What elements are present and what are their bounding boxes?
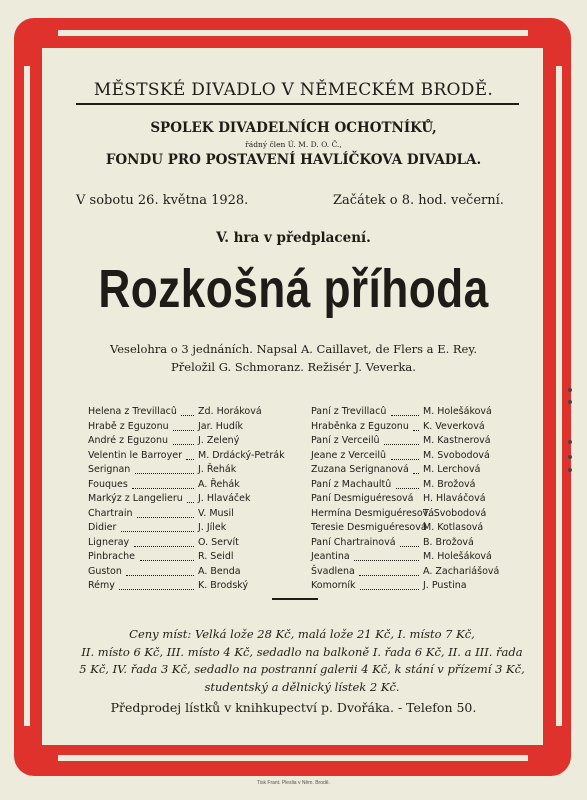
role-name: Markýz z Langelieru — [88, 493, 183, 504]
cast-row — [88, 521, 288, 536]
actor-name: M. Lerchová — [423, 464, 481, 475]
actor-name: V. Musil — [198, 507, 234, 519]
theatre-header: MĚSTSKÉ DIVADLO V NĚMECKÉM BRODĚ. — [93, 80, 494, 100]
actor-name: K. Veverková — [423, 420, 485, 432]
role-name: Paní z Machaultû — [311, 478, 392, 490]
dot-leader — [396, 488, 419, 489]
punch-hole — [568, 388, 572, 392]
actor-name: R. Seidl — [198, 551, 234, 562]
role-name: Chartrain — [88, 507, 133, 519]
price-line: II. místo 6 Kč, III. místo 4 Kč, sedadlo na balkoně I. řada 6 Kč, II. a III. řada — [81, 644, 523, 659]
cast-list-right — [311, 405, 521, 594]
cast-row — [311, 434, 521, 449]
actor-name: M. Kastnerová — [423, 435, 491, 446]
role-name: Hrabě z Eguzonu — [88, 420, 169, 432]
cast-row — [311, 420, 521, 435]
actor-name: A. Benda — [198, 565, 241, 577]
cast-row — [88, 449, 288, 464]
dot-leader — [391, 415, 419, 416]
cast-row — [311, 449, 521, 464]
price-line: studentský a dělnický lístek 2 Kč. — [204, 679, 400, 694]
dot-leader — [187, 502, 194, 503]
cast-row — [311, 536, 521, 551]
dot-leader — [413, 473, 419, 474]
role-name: Švadlena — [311, 565, 355, 577]
role-name: Jeane z Verceilû — [311, 449, 387, 461]
cast-row — [88, 405, 288, 420]
cast-row — [311, 463, 521, 478]
cast-row — [88, 536, 288, 551]
cast-row — [311, 507, 521, 522]
actor-name: M. Brožová — [423, 478, 476, 490]
actor-name: J. Zelený — [198, 435, 240, 446]
actor-name: Jar. Hudík — [198, 420, 244, 432]
punch-hole — [568, 455, 572, 459]
role-name: Teresie Desmiguéresová — [311, 522, 427, 533]
printer-imprint: Tisk Frant. Pleslia v Něm. Brodě. — [257, 780, 330, 786]
cast-row — [88, 434, 288, 449]
cast-row — [88, 550, 288, 565]
translator-director: Přeložil G. Schmoranz. Režisér J. Veverka. — [171, 360, 416, 374]
dot-leader — [173, 430, 194, 431]
dot-leader — [135, 473, 194, 474]
dot-leader — [137, 517, 194, 518]
role-name: Paní z Trevillacû — [311, 406, 387, 417]
frame-stripe-top — [58, 30, 528, 36]
actor-name: M. Holešáková — [423, 406, 492, 417]
role-name: Komorník — [311, 580, 356, 591]
actor-name: M. Kotlasová — [423, 522, 484, 533]
dot-leader — [140, 560, 194, 561]
dot-leader — [391, 459, 419, 460]
actor-name: J. Pustina — [423, 580, 467, 591]
dot-leader — [181, 415, 194, 416]
role-name: André z Eguzonu — [88, 435, 169, 446]
section-divider — [272, 598, 318, 600]
actor-name: M. Svobodová — [423, 449, 490, 461]
dot-leader — [126, 575, 194, 576]
actor-name: B. Brožová — [423, 536, 474, 548]
role-name: Paní z Verceilû — [311, 435, 380, 446]
performance-date: V sobotu 26. května 1928. — [76, 193, 249, 208]
role-name: Paní Chartrainová — [311, 536, 396, 548]
dot-leader — [359, 575, 419, 576]
actor-name: M. Holešáková — [423, 551, 492, 562]
cast-row — [311, 405, 521, 420]
actor-name: J. Jílek — [198, 522, 227, 533]
cast-row — [311, 521, 521, 536]
actor-name: K. Brodský — [198, 580, 249, 591]
cast-row — [88, 579, 288, 594]
cast-row — [88, 565, 288, 580]
cast-row — [311, 579, 521, 594]
dot-leader — [384, 444, 419, 445]
dot-leader — [413, 430, 419, 431]
cast-list-left — [88, 405, 288, 594]
dot-leader — [173, 444, 194, 445]
cast-row — [88, 463, 288, 478]
membership-note: řádný člen Ú. M. D. O. Č., — [245, 140, 342, 149]
cast-row — [88, 420, 288, 435]
ticket-prices — [72, 626, 532, 696]
role-name: Hermína Desmiguéresová — [311, 507, 435, 519]
dot-leader — [186, 459, 194, 460]
play-title: Rozkošná příhoda — [98, 259, 489, 319]
role-name: Rémy — [88, 580, 115, 591]
role-name: Zuzana Serignanová — [311, 464, 409, 475]
dot-leader — [354, 560, 419, 561]
actor-name: O. Servít — [198, 536, 239, 548]
presale-info: Předprodej lístků v knihkupectví p. Dvořáka. - Telefon 50. — [110, 700, 477, 715]
frame-stripe-bottom — [58, 755, 528, 761]
dot-leader — [134, 546, 194, 547]
cast-row — [311, 550, 521, 565]
role-name: Didier — [88, 522, 117, 533]
role-name: Fouques — [88, 478, 128, 490]
play-subtitle: Veselohra o 3 jednáních. Napsal A. Caillavet, de Flers a E. Rey. — [110, 342, 477, 356]
cast-row — [88, 507, 288, 522]
cast-row — [88, 478, 288, 493]
price-line: Ceny míst: Velká lože 28 Kč, malá lože 21 Kč, I. místo 7 Kč, — [129, 627, 475, 641]
role-name: Hraběnka z Eguzonu — [311, 420, 409, 432]
role-name: Ligneray — [88, 536, 130, 548]
dot-leader — [360, 589, 419, 590]
header-underline — [76, 103, 519, 105]
cast-row — [311, 565, 521, 580]
society-name: SPOLEK DIVADELNÍCH OCHOTNÍKŮ, — [150, 120, 437, 136]
fund-name: FONDU PRO POSTAVENÍ HAVLÍČKOVA DIVADLA. — [105, 152, 482, 168]
cast-row — [88, 492, 288, 507]
actor-name: T. Svobodová — [423, 507, 487, 519]
actor-name: A. Zachariášová — [423, 565, 500, 577]
dot-leader — [400, 546, 419, 547]
actor-name: J. Řehák — [198, 464, 237, 475]
dot-leader — [132, 488, 194, 489]
dot-leader — [121, 531, 194, 532]
actor-name: A. Řehák — [198, 478, 240, 490]
punch-hole — [568, 440, 572, 444]
start-time: Začátek o 8. hod. večerní. — [333, 193, 504, 208]
role-name: Serignan — [88, 464, 131, 475]
cast-row — [311, 492, 521, 507]
cast-row — [311, 478, 521, 493]
actor-name: H. Hlaváčová — [423, 493, 486, 504]
actor-name: Zd. Horáková — [198, 406, 262, 417]
dot-leader — [119, 589, 194, 590]
subscription-note: V. hra v předplacení. — [216, 230, 371, 246]
role-name: Jeantina — [311, 551, 350, 562]
actor-name: J. Hlaváček — [198, 493, 251, 504]
role-name: Paní Desmiguéresová — [311, 493, 414, 504]
role-name: Helena z Trevillacû — [88, 406, 177, 417]
role-name: Pinbrache — [88, 551, 136, 562]
role-name: Velentin le Barroyer — [88, 449, 182, 461]
punch-hole — [568, 400, 572, 404]
role-name: Guston — [88, 565, 122, 577]
price-line: 5 Kč, IV. řada 3 Kč, sedadlo na postranní galerii 4 Kč, k stání v přízemí 3 Kč, — [79, 662, 525, 676]
actor-name: M. Drdácký-Petrák — [198, 449, 285, 461]
punch-hole — [568, 468, 572, 472]
